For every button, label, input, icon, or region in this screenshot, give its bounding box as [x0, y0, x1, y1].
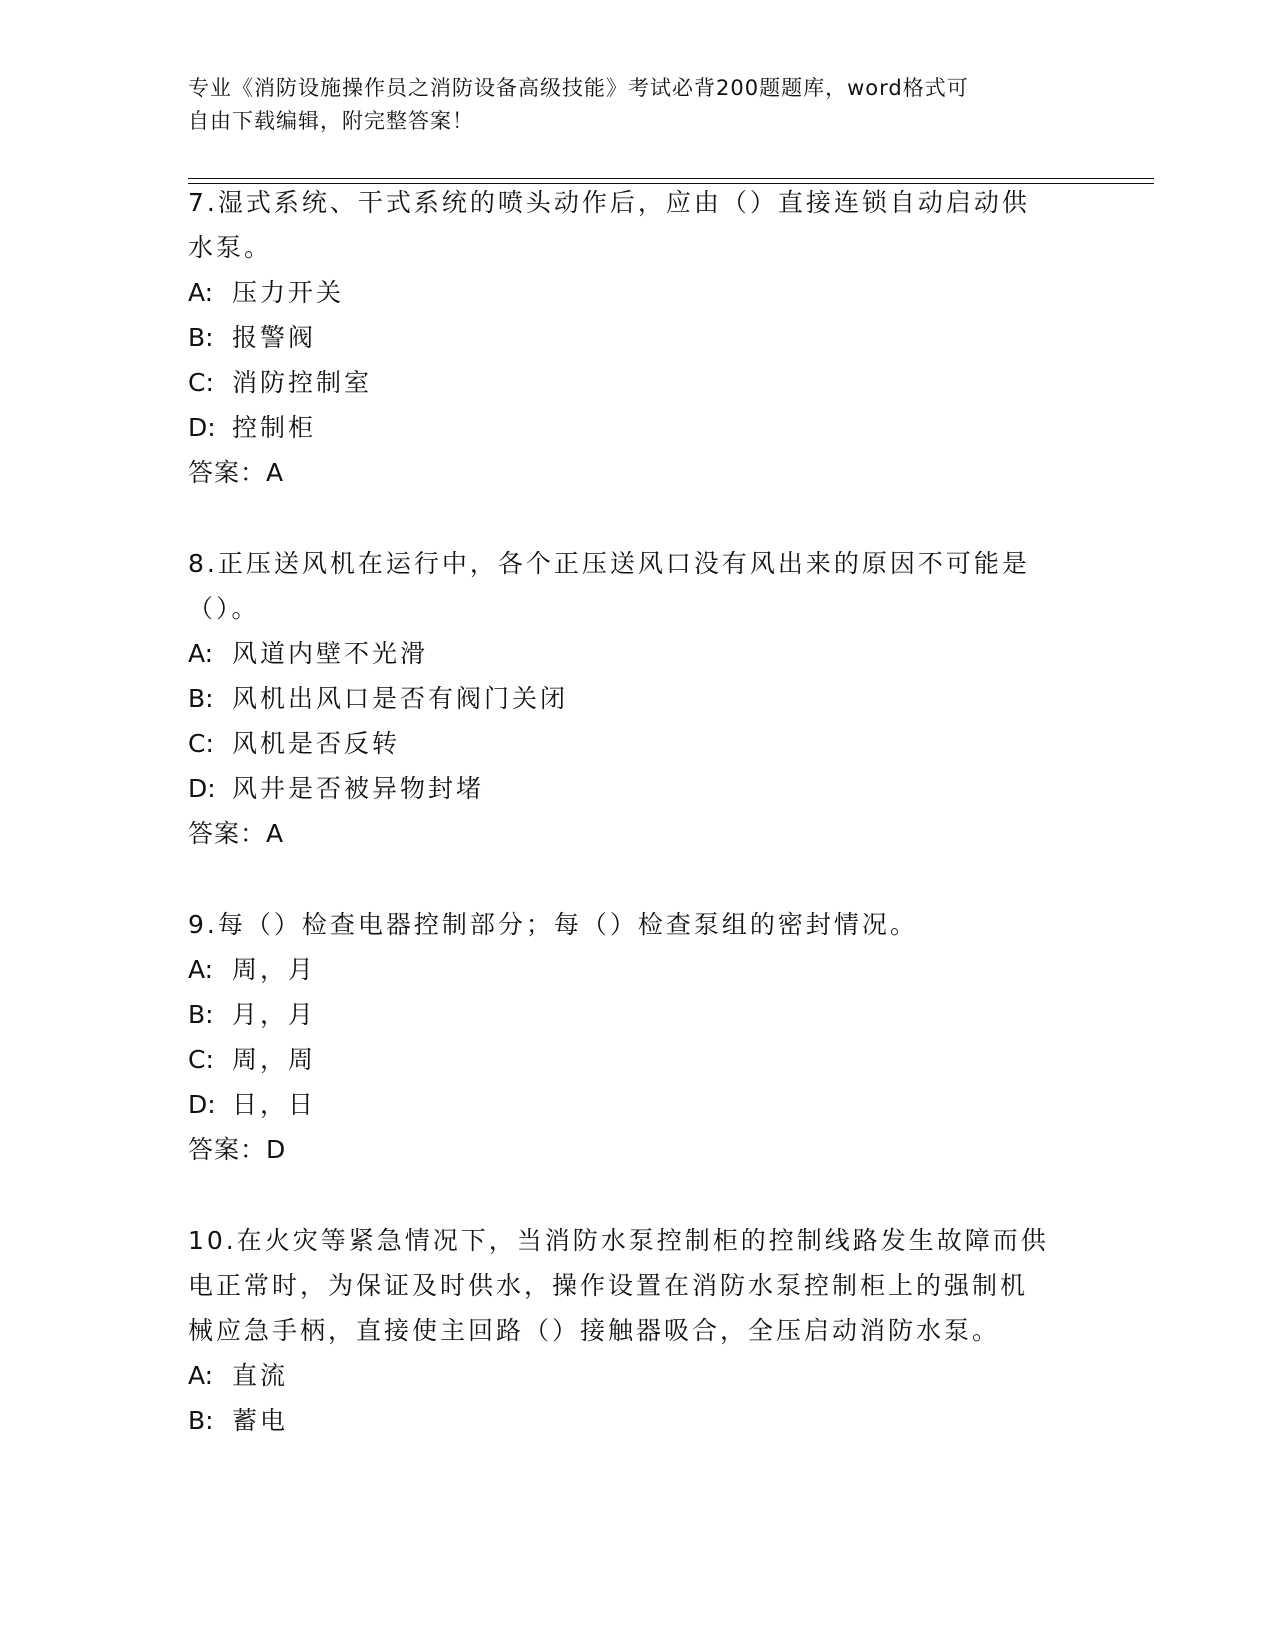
option-letter: C: [188, 1045, 214, 1074]
option-b [188, 315, 1088, 360]
question-8 [188, 541, 1088, 856]
option-letter: B: [188, 1406, 214, 1435]
option-d [188, 1082, 1088, 1127]
question-stem-line: 8.正压送风机在运行中，各个正压送风口没有风出来的原因不可能是 [188, 549, 1030, 578]
option-letter: B: [188, 1000, 214, 1029]
option-b [188, 1398, 1088, 1443]
option-letter: D: [188, 774, 216, 803]
option-c [188, 1037, 1088, 1082]
question-9 [188, 902, 1088, 1172]
option-d [188, 766, 1088, 811]
option-text: 消防控制室 [232, 368, 373, 397]
option-text: 直流 [232, 1361, 289, 1390]
option-letter: A: [188, 955, 214, 984]
answer-line: 答案：A [188, 819, 285, 848]
option-text: 月，月 [232, 1000, 317, 1029]
option-text: 风道内壁不光滑 [232, 639, 429, 668]
option-a [188, 631, 1088, 676]
option-letter: C: [188, 368, 214, 397]
option-text: 风机出风口是否有阀门关闭 [232, 684, 569, 713]
option-a [188, 947, 1088, 992]
header-line-1: 专业《消防设施操作员之消防设备高级技能》考试必背200题题库，word格式可 [188, 76, 969, 100]
option-text: 日，日 [232, 1090, 317, 1119]
option-text: 风机是否反转 [232, 729, 401, 758]
option-b [188, 676, 1088, 721]
option-a [188, 1353, 1088, 1398]
option-text: 控制柜 [232, 413, 317, 442]
answer-line: 答案：A [188, 458, 285, 487]
option-d [188, 405, 1088, 450]
question-stem-line: 10.在火灾等紧急情况下，当消防水泵控制柜的控制线路发生故障而供 [188, 1226, 1049, 1255]
option-letter: A: [188, 278, 214, 307]
option-c [188, 721, 1088, 766]
option-text: 周，周 [232, 1045, 317, 1074]
option-letter: D: [188, 1090, 216, 1119]
question-stem-line: 7.湿式系统、干式系统的喷头动作后，应由（）直接连锁自动启动供 [188, 188, 1030, 217]
header-line-2: 自由下载编辑，附完整答案！ [188, 109, 474, 133]
document-header [188, 72, 1088, 138]
option-letter: A: [188, 1361, 214, 1390]
question-stem-line: 9.每（）检查电器控制部分；每（）检查泵组的密封情况。 [188, 910, 918, 939]
option-text: 压力开关 [232, 278, 345, 307]
question-stem-line: （）。 [188, 594, 260, 623]
question-10 [188, 1218, 1088, 1443]
option-letter: D: [188, 413, 216, 442]
option-text: 风井是否被异物封堵 [232, 774, 485, 803]
question-7 [188, 180, 1088, 495]
header-divider-top [188, 178, 1154, 179]
option-text: 蓄电 [232, 1406, 289, 1435]
option-letter: A: [188, 639, 214, 668]
option-letter: B: [188, 684, 214, 713]
question-stem-line: 水泵。 [188, 233, 273, 262]
answer-line: 答案：D [188, 1135, 287, 1164]
option-c [188, 360, 1088, 405]
option-a [188, 270, 1088, 315]
option-b [188, 992, 1088, 1037]
option-text: 周，月 [232, 955, 317, 984]
question-stem-line: 电正常时，为保证及时供水，操作设置在消防水泵控制柜上的强制机 [188, 1271, 1029, 1300]
option-letter: B: [188, 323, 214, 352]
option-text: 报警阀 [232, 323, 317, 352]
option-letter: C: [188, 729, 214, 758]
question-stem-line: 械应急手柄，直接使主回路（）接触器吸合，全压启动消防水泵。 [188, 1316, 1001, 1345]
